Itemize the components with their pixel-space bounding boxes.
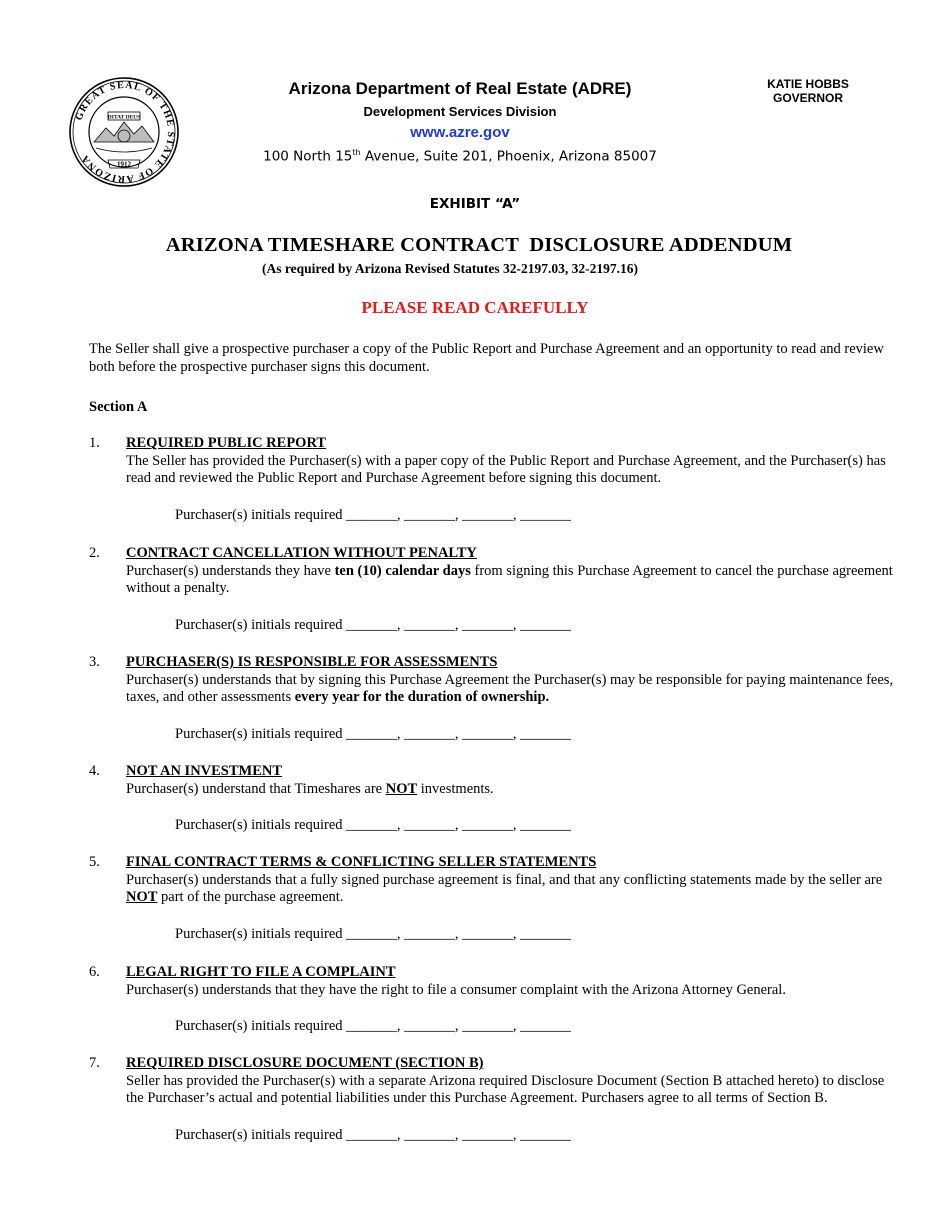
governor-title: GOVERNOR [772, 91, 843, 105]
intro-paragraph: The Seller shall give a prospective purchaser a copy of the Public Report and Purchase Agreement and an opportunity to read and review both before the prospective purchaser signs this document. [89, 341, 884, 375]
agency-header [250, 78, 670, 167]
item-text [126, 872, 899, 907]
item-text: The Seller has provided the Purchaser(s) with a paper copy of the Public Report and Purchase Agreement, and the Purchaser(s) has read and reviewed the Public Report and Purchase Agreement before signing this document. [126, 452, 886, 486]
list-item [89, 964, 899, 1036]
state-seal-icon [68, 76, 180, 188]
item-text-part: Purchaser(s) understands that a fully signed purchase agreement is final, and that any conflicting statements made by the seller are [126, 871, 883, 888]
item-number: 7. [89, 1055, 100, 1071]
item-number: 5. [89, 854, 100, 870]
item-number: 4. [89, 763, 100, 779]
item-heading: REQUIRED PUBLIC REPORT [126, 435, 327, 451]
item-text [126, 781, 899, 799]
address-ordinal: th [352, 148, 361, 157]
seal-ring-text: GREAT SEAL OF THE STATE OF ARIZONA [73, 79, 177, 185]
section-label: Section A [89, 399, 148, 415]
notice-heading: PLEASE READ CAREFULLY [361, 298, 589, 317]
item-number: 3. [89, 654, 100, 670]
item-text-emphasis: NOT [126, 889, 158, 905]
agency-address [250, 143, 670, 167]
division-name: Development Services Division [363, 104, 557, 119]
item-text-part: Purchaser(s) understand that Timeshares are [126, 780, 386, 797]
initials-field[interactable]: Purchaser(s) initials required _______, _______, _______, _______ [175, 725, 571, 742]
list-item [89, 1055, 899, 1144]
item-number: 6. [89, 964, 100, 980]
item-text [126, 672, 899, 707]
item-heading: CONTRACT CANCELLATION WITHOUT PENALTY [126, 545, 477, 561]
item-heading: NOT AN INVESTMENT [126, 763, 283, 779]
governor-block [748, 77, 868, 105]
item-text-part: from signing this Purchase Agreement to cancel the purchase agreement without a penalty. [126, 562, 893, 596]
agency-title: Arizona Department of Real Estate (ADRE) [288, 79, 632, 98]
initials-field[interactable]: Purchaser(s) initials required _______, _______, _______, _______ [175, 1126, 571, 1143]
governor-name: KATIE HOBBS [767, 77, 849, 91]
item-text-emphasis: ten (10) calendar days [334, 562, 471, 579]
item-text: Purchaser(s) understands that they have the right to file a consumer complaint with the Arizona Attorney General. [126, 981, 786, 998]
item-heading: LEGAL RIGHT TO FILE A COMPLAINT [126, 964, 396, 980]
document-subtitle: (As required by Arizona Revised Statutes 32-2197.03, 32-2197.16) [262, 261, 638, 276]
address-street: 100 North 15 [263, 148, 353, 165]
list-item [89, 654, 899, 743]
item-number: 1. [89, 435, 100, 451]
initials-field[interactable]: Purchaser(s) initials required _______, _______, _______, _______ [175, 817, 571, 833]
item-heading: PURCHASER(S) IS RESPONSIBLE FOR ASSESSMENTS [126, 654, 498, 670]
document-title: ARIZONA TIMESHARE CONTRACT DISCLOSURE ADDENDUM [165, 234, 793, 256]
item-number: 2. [89, 545, 100, 561]
list-item [89, 854, 899, 943]
seal-year: 1912 [117, 160, 131, 169]
exhibit-label: EXHIBIT “A” [429, 196, 521, 212]
website-link[interactable]: www.azre.gov [410, 124, 510, 141]
initials-field[interactable]: Purchaser(s) initials required _______, _______, _______, _______ [175, 925, 571, 942]
seal-motto: DITAT DEUS [107, 114, 141, 121]
initials-field[interactable]: Purchaser(s) initials required _______, _______, _______, _______ [175, 1018, 571, 1034]
item-text [126, 563, 899, 598]
list-item [89, 435, 899, 524]
item-text-part: Purchaser(s) understands they have [126, 562, 335, 579]
initials-field[interactable]: Purchaser(s) initials required _______, _______, _______, _______ [175, 616, 571, 633]
item-text-part: part of the purchase agreement. [157, 889, 344, 905]
initials-field[interactable]: Purchaser(s) initials required _______, _______, _______, _______ [175, 506, 571, 523]
item-text-part: Purchaser(s) understands that by signing this Purchase Agreement the Purchaser(s) may be responsible for paying maintenance fees, taxes, and other assessments [126, 671, 894, 705]
address-rest: Avenue, Suite 201, Phoenix, Arizona 85007 [360, 148, 657, 165]
item-heading: FINAL CONTRACT TERMS & CONFLICTING SELLER STATEMENTS [126, 854, 597, 870]
item-heading: REQUIRED DISCLOSURE DOCUMENT (SECTION B) [126, 1055, 484, 1071]
item-text: Seller has provided the Purchaser(s) with a separate Arizona required Disclosure Document (Section B attached hereto) to disclose the Purchaser’s actual and potential liabilities under this Purchase Agreement. Purchasers agree to all terms of Section B. [126, 1072, 885, 1106]
item-text-part: investments. [417, 780, 494, 797]
item-text-emphasis: NOT [385, 780, 418, 797]
list-item [89, 763, 899, 835]
item-text-emphasis: every year for the duration of ownership. [294, 689, 550, 705]
list-item [89, 545, 899, 634]
